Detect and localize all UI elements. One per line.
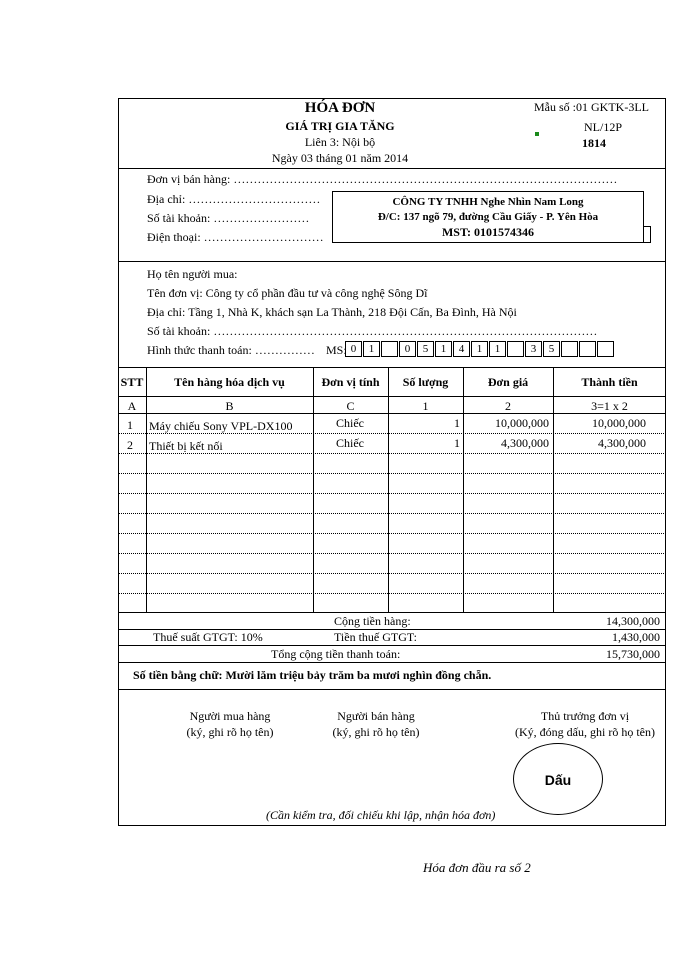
invoice-subtitle: GIÁ TRỊ GIA TĂNG [285, 119, 395, 133]
tax-code-box: 5 [417, 341, 434, 357]
invoice-copy: Liên 3: Nội bộ [304, 135, 376, 149]
buyer-unit: Tên đơn vị: Công ty cổ phần đầu tư và công nghệ Sông Dĩ [147, 286, 428, 300]
table-row-line [118, 553, 666, 554]
buyer-name: Họ tên người mua: [147, 267, 238, 281]
tax-code-box: 5 [543, 341, 560, 357]
tax-code-box [561, 341, 578, 357]
col-header-unit: Đơn vị tính [321, 375, 380, 389]
divider [118, 689, 666, 690]
vat-value: 1,430,000 [612, 630, 660, 644]
code-2: 2 [505, 399, 511, 413]
page-caption: Hóa đơn đầu ra số 2 [423, 860, 531, 875]
payment-method: Hình thức thanh toán: …………… [147, 343, 315, 357]
col-header-name: Tên hàng hóa dịch vụ [174, 375, 285, 389]
table-row-line [118, 533, 666, 534]
green-mark [535, 132, 539, 136]
table-row-line [118, 593, 666, 594]
row2-price: 4,300,000 [501, 436, 549, 450]
row2-name: Thiết bị kết nối [149, 439, 223, 453]
grand-total-label: Tổng cộng tiền thanh toán: [271, 647, 401, 661]
invoice-date: Ngày 03 tháng 01 năm 2014 [271, 151, 409, 165]
invoice-number: 1814 [582, 136, 606, 150]
tax-code-box: 1 [471, 341, 488, 357]
invoice-title: HÓA ĐƠN [304, 100, 376, 116]
invoice-series: NL/12P [584, 120, 623, 134]
row1-unit: Chiếc [336, 416, 364, 430]
vat-label: Tiền thuế GTGT: [334, 630, 417, 644]
code-c: C [346, 399, 355, 413]
grand-total-value: 15,730,000 [606, 647, 660, 661]
form-number: Mẫu số :01 GKTK-3LL [534, 100, 649, 114]
divider [118, 261, 666, 262]
tax-code-box: 0 [399, 341, 416, 357]
table-row-line [118, 573, 666, 574]
row2-unit: Chiếc [336, 436, 364, 450]
seller-account: Số tài khoản: …………………… [147, 211, 310, 225]
seal-label: Dấu [544, 772, 572, 788]
col-header-stt: STT [120, 375, 144, 389]
row1-amount: 10,000,000 [592, 416, 646, 430]
tax-code-box: 1 [435, 341, 452, 357]
buyer-signature-title: Người mua hàng [189, 709, 271, 723]
goods-total-value: 14,300,000 [606, 614, 660, 628]
stamp-company-address: Đ/C: 137 ngõ 79, đường Cầu Giấy - P. Yên Hòa [377, 211, 599, 223]
tax-code-box: 4 [453, 341, 470, 357]
row2-stt: 2 [127, 438, 133, 452]
buyer-address: Địa chỉ: Tầng 1, Nhà K, khách sạn La Thành, 218 Đội Cấn, Ba Đình, Hà Nội [147, 305, 517, 319]
buyer-account: Số tài khoản: …………………………………………………………………………………… [147, 324, 598, 338]
table-bottom [118, 612, 666, 613]
table-top [118, 367, 666, 368]
stamp-company-name: CÔNG TY TNHH Nghe Nhìn Nam Long [392, 196, 584, 208]
tax-code-box: 3 [525, 341, 542, 357]
seller-unit: Đơn vị bán hàng: …………………………………………………………………………………… [147, 172, 618, 186]
vat-rate: Thuế suất GTGT: 10% [153, 630, 263, 644]
tax-code-box [579, 341, 596, 357]
code-1: 1 [422, 399, 429, 413]
divider [118, 645, 666, 646]
head-signature-note: (Ký, đóng dấu, ghi rõ họ tên) [515, 725, 655, 739]
col-header-price: Đơn giá [487, 375, 529, 389]
code-a: A [127, 399, 137, 413]
goods-total-label: Cộng tiền hàng: [334, 614, 411, 628]
tax-code-box: 1 [489, 341, 506, 357]
col-header-amount: Thành tiền [581, 375, 638, 389]
tax-code-box [597, 341, 614, 357]
row1-qty: 1 [454, 416, 460, 430]
col-header-qty: Số lượng [402, 375, 449, 389]
divider [118, 662, 666, 663]
row1-stt: 1 [127, 418, 133, 432]
check-note: (Cần kiểm tra, đối chiếu khi lập, nhận hóa đơn) [266, 808, 496, 822]
head-signature-title: Thủ trưởng đơn vị [540, 709, 630, 723]
stamp-tax-code: MST: 0101574346 [441, 225, 535, 239]
company-stamp [332, 191, 644, 243]
table-row-line [118, 493, 666, 494]
tax-code-box: 1 [363, 341, 380, 357]
header-bottom [118, 396, 666, 397]
seller-signature-note: (ký, ghi rõ họ tên) [332, 725, 420, 739]
row2-qty: 1 [454, 436, 460, 450]
seller-signature-title: Người bán hàng [337, 709, 415, 723]
seal-circle [513, 743, 603, 815]
tax-code-box: 0 [345, 341, 362, 357]
buyer-signature-note: (ký, ghi rõ họ tên) [186, 725, 274, 739]
seller-phone: Điện thoại: ………………………… [147, 230, 324, 244]
amount-in-words: Số tiền bằng chữ: Mười lăm triệu bảy trăm ba mươi nghìn đồng chẵn. [133, 668, 492, 682]
row2-amount: 4,300,000 [598, 436, 646, 450]
divider [118, 168, 666, 169]
seller-address: Địa chỉ: …………………………… [147, 192, 321, 206]
ms-label: MS: [326, 343, 347, 357]
code-b: B [225, 399, 234, 413]
code-3: 3=1 x 2 [591, 399, 628, 413]
tax-code-box [507, 341, 524, 357]
row1-price: 10,000,000 [495, 416, 549, 430]
tax-code-box [381, 341, 398, 357]
row1-name: Máy chiếu Sony VPL-DX100 [149, 419, 293, 433]
table-row-line [118, 473, 666, 474]
table-row-line [118, 513, 666, 514]
